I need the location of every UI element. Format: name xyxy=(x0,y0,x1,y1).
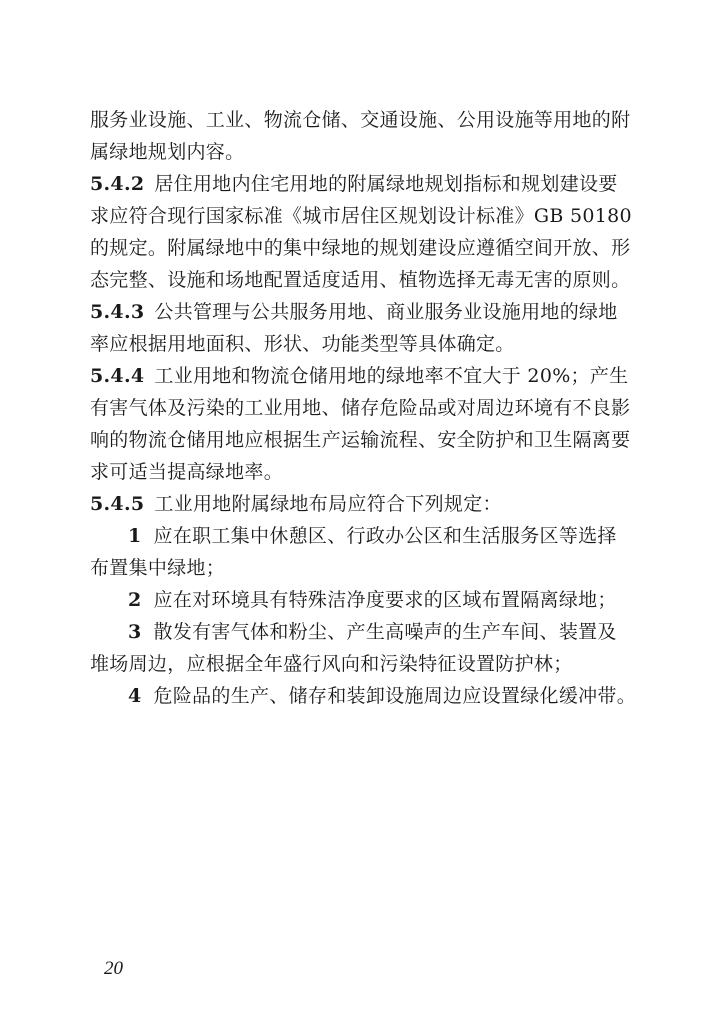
item-text: 应在职工集中休憩区、行政办公区和生活服务区等选择 xyxy=(153,525,617,547)
text-line: 求应符合现行国家标准《城市居住区规划设计标准》GB 50180 xyxy=(90,205,632,227)
item-number: 4 xyxy=(128,685,142,707)
list-item xyxy=(128,618,658,646)
text-line: 率应根据用地面积、形状、功能类型等具体确定。 xyxy=(90,333,515,355)
clause-number: 5.4.2 xyxy=(90,173,145,195)
text-line: 属绿地规划内容。 xyxy=(90,141,245,163)
text-line: 态完整、设施和场地配置适度适用、植物选择无毒无害的原则。 xyxy=(90,269,631,291)
text-line: 有害气体及污染的工业用地、储存危险品或对周边环境有不良影 xyxy=(90,397,631,419)
list-item xyxy=(128,682,658,710)
text-line: 服务业设施、工业、物流仓储、交通设施、公用设施等用地的附 xyxy=(90,109,631,131)
text-line: 响的物流仓储用地应根据生产运输流程、安全防护和卫生隔离要 xyxy=(90,429,631,451)
clause-number: 5.4.5 xyxy=(90,493,145,515)
clause-5-4-3 xyxy=(90,298,620,326)
clause-5-4-4 xyxy=(90,362,629,390)
clause-5-4-5 xyxy=(90,490,620,518)
text-line: 堆场周边，应根据全年盛行风向和污染特征设置防护林； xyxy=(90,653,573,675)
clause-text: 居住用地内住宅用地的附属绿地规划指标和规划建设要 xyxy=(154,173,618,195)
item-number: 1 xyxy=(128,525,142,547)
list-item xyxy=(128,522,658,550)
page-number: 20 xyxy=(104,958,123,979)
item-text: 危险品的生产、储存和装卸设施周边应设置绿化缓冲带。 xyxy=(153,685,637,707)
clause-number: 5.4.4 xyxy=(90,365,145,387)
item-text: 应在对环境具有特殊洁净度要求的区域布置隔离绿地； xyxy=(153,589,617,611)
text-line: 求可适当提高绿地率。 xyxy=(90,461,284,483)
item-number: 3 xyxy=(128,621,142,643)
item-number: 2 xyxy=(128,589,142,611)
clause-text: 工业用地和物流仓储用地的绿地率不宜大于 20%；产生 xyxy=(154,365,629,387)
list-item xyxy=(128,586,658,614)
item-text: 散发有害气体和粉尘、产生高噪声的生产车间、装置及 xyxy=(153,621,617,643)
clause-number: 5.4.3 xyxy=(90,301,145,323)
clause-5-4-2 xyxy=(90,170,620,198)
clause-text: 工业用地附属绿地布局应符合下列规定： xyxy=(154,493,502,515)
text-line: 布置集中绿地； xyxy=(90,557,226,579)
clause-text: 公共管理与公共服务用地、商业服务业设施用地的绿地 xyxy=(154,301,618,323)
text-line: 的规定。附属绿地中的集中绿地的规划建设应遵循空间开放、形 xyxy=(90,237,631,259)
